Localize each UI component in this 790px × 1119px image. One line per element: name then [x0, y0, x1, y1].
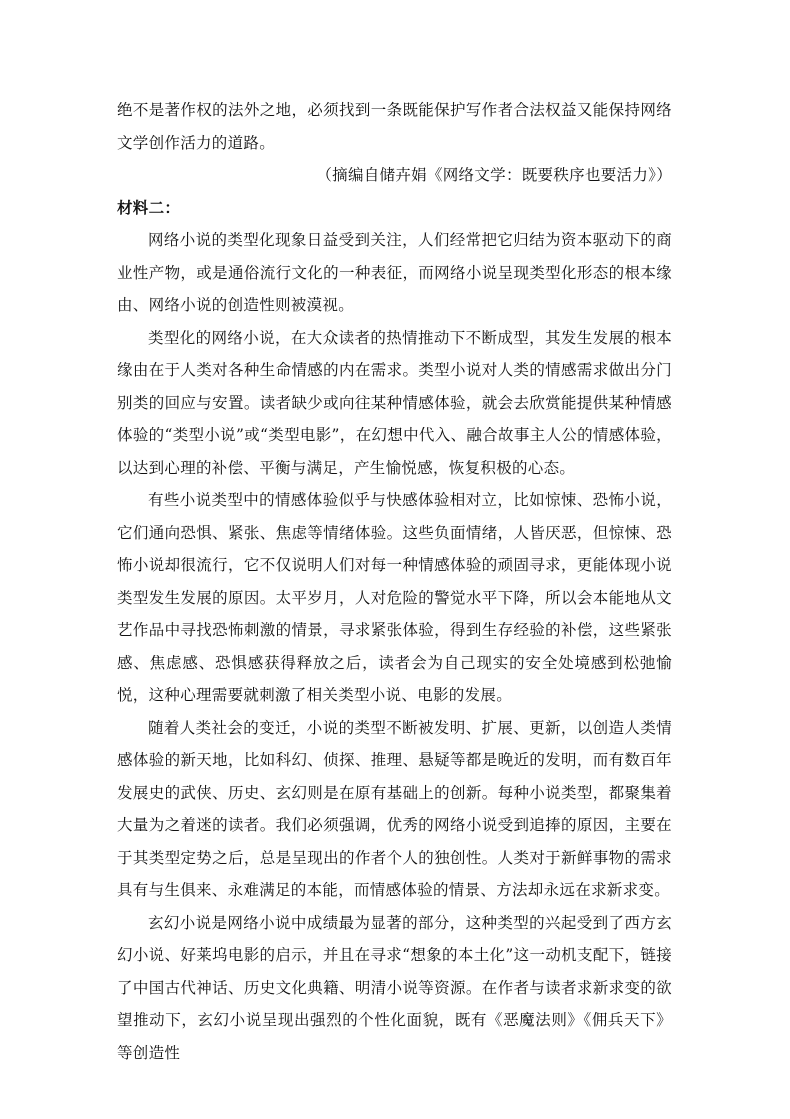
body-paragraph-4: 随着人类社会的变迁，小说的类型不断被发明、扩展、更新，以创造人类情感体验的新天地，比如科幻、侦探、推理、悬疑等都是晚近的发明，而有数百年发展史的武侠、历史、玄幻则是在原有基础上的创新。每种小说类型，都聚集着大量为之着迷的读者。我们必须强调，优秀的网络小说受到追捧的原因，主要在于其类型定势之后，总是呈现出的作者个人的独创性。人类对于新鲜事物的需求具有与生俱来、永难满足的本能，而情感体验的情景、方法却永远在求新求变。	[117, 718, 672, 899]
body-paragraph-2: 类型化的网络小说，在大众读者的热情推动下不断成型，其发生发展的根本缘由在于人类对各种生命情感的内在需求。类型小说对人类的情感需求做出分门别类的回应与安置。读者缺少或向往某种情感体验，就会去欣赏能提供某种情感体验的“类型小说”或“类型电影”，在幻想中代入、融合故事主人公的情感体验，以达到心理的补偿、平衡与满足，产生愉悦感，恢复积极的心态。	[117, 328, 672, 477]
intro-continuation-paragraph: 绝不是著作权的法外之地，必须找到一条既能保护写作者合法权益又能保持网络文学创作活力的道路。	[117, 101, 672, 152]
section-heading: 材料二：	[117, 197, 181, 217]
body-paragraph-1: 网络小说的类型化现象日益受到关注，人们经常把它归结为资本驱动下的商业性产物，或是通俗流行文化的一种表征，而网络小说呈现类型化形态的根本缘由、网络小说的创造性则被漠视。	[117, 231, 672, 314]
body-paragraph-3: 有些小说类型中的情感体验似乎与快感体验相对立，比如惊悚、恐怖小说，它们通向恐惧、紧张、焦虑等情绪体验。这些负面情绪，人皆厌恶，但惊悚、恐怖小说却很流行，它不仅说明人们对每一种情感体验的顽固寻求，更能体现小说类型发生发展的原因。太平岁月，人对危险的警觉水平下降，所以会本能地从文艺作品中寻找恐怖刺激的情景，寻求紧张体验，得到生存经验的补偿，这些紧张感、焦虑感、恐惧感获得释放之后，读者会为自己现实的安全处境感到松弛愉悦，这种心理需要就刺激了相关类型小说、电影的发展。	[117, 491, 672, 704]
source-citation: （摘编自储卉娟《网络文学：既要秩序也要活力》）	[316, 166, 672, 184]
body-paragraph-5: 玄幻小说是网络小说中成绩最为显著的部分，这种类型的兴起受到了西方玄幻小说、好莱坞电影的启示，并且在寻求“想象的本土化”这一动机支配下，链接了中国古代神话、历史文化典籍、明清小说等资源。在作者与读者求新求变的欲望推动下，玄幻小说呈现出强烈的个性化面貌，既有《恶魔法则》《佣兵天下》等创造性	[117, 913, 672, 1062]
document-body	[117, 94, 672, 1069]
